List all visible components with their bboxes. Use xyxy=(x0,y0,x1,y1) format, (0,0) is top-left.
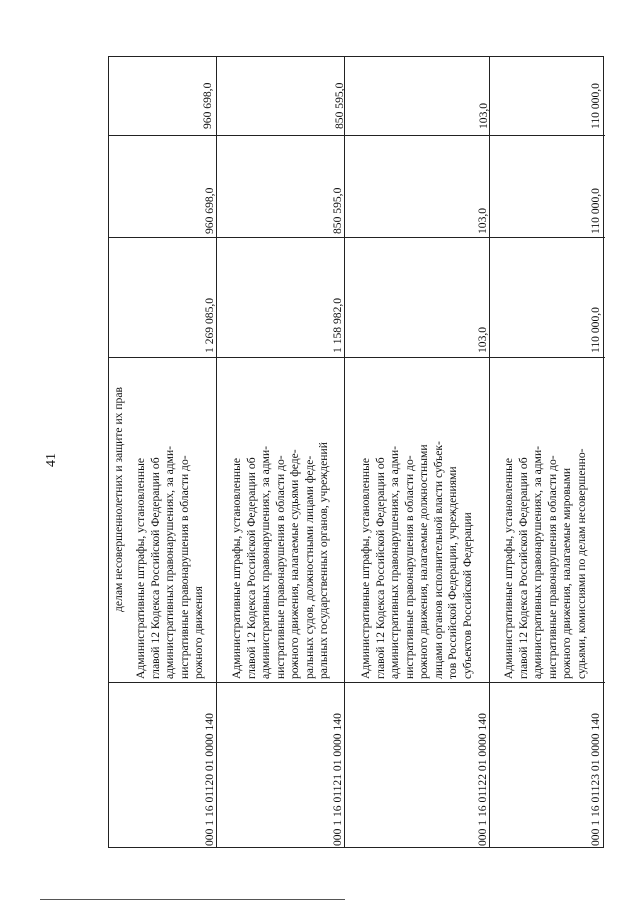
row-3-col5: 110 000,0 xyxy=(589,83,602,129)
row-1-description: Административные штрафы, установленные главой 12 Кодекса Российской Федерации об административных правонарушениях, за адми- нистративные правонарушения в области до- рожного движения xyxy=(134,445,205,679)
row-2-col4: 850 595,0 xyxy=(331,187,344,234)
budget-table xyxy=(108,56,604,848)
row-4-code: 000 1 16 01123 01 0000 140 xyxy=(589,713,602,846)
top-row-description: делам несовершеннолетних и защите их прав xyxy=(112,387,125,612)
footer-rule xyxy=(40,899,345,900)
page-number: 41 xyxy=(44,453,59,467)
col-divider-4 xyxy=(109,357,605,358)
row-1-col3: 1 269 085,0 xyxy=(203,297,216,353)
row-2-description: Административные штрафы, установленные главой 12 Кодекса Российской Федерации об административных правонарушениях, за адми- нистративные правонарушения в области до- рожного движения, налагаемые судьями феде- ральных судов, должностными лицами феде- ральных государственных органов, учреждений xyxy=(230,442,330,679)
row-1-col4: 960 698,0 xyxy=(203,187,216,234)
row-1-code: 000 1 16 01120 01 0000 140 xyxy=(203,713,216,846)
row-4-col3: 110 000,0 xyxy=(589,307,602,353)
row-4-description: Административные штрафы, установленные главой 12 Кодекса Российской Федерации об административных правонарушениях, за адми- нистративные правонарушения в области до- рожного движения, налагаемые мировыми судьями, комиссиями по делам несовершенно- xyxy=(502,445,588,679)
row-2-code: 000 1 16 01121 01 0000 140 xyxy=(331,713,344,846)
row-2-col3: 1 158 982,0 xyxy=(331,297,344,353)
row-4-col4: 110 000,0 xyxy=(589,188,602,234)
row-3-code: 000 1 16 01122 01 0000 140 xyxy=(476,713,489,846)
row-3-col4: 103,0 xyxy=(476,207,489,234)
col-divider-3 xyxy=(109,237,605,238)
row-2-col5: 103,0 xyxy=(477,102,490,129)
col-divider-5 xyxy=(109,682,605,683)
col-divider-2 xyxy=(109,135,605,136)
row-3-description: Административные штрафы, установленные главой 12 Кодекса Российской Федерации об административных правонарушениях, за адми- нистративные правонарушения в области до- рожного движения, налагаемые должностными лицами органов исполнительной власти субъек- тов Российской Федерации, учреждениями субъектов Российской Федерации xyxy=(359,441,474,679)
top-row-amount: 960 698,0 xyxy=(201,82,214,129)
row-1-col5: 850 595,0 xyxy=(333,82,346,129)
row-3-col3: 103,0 xyxy=(476,326,489,353)
